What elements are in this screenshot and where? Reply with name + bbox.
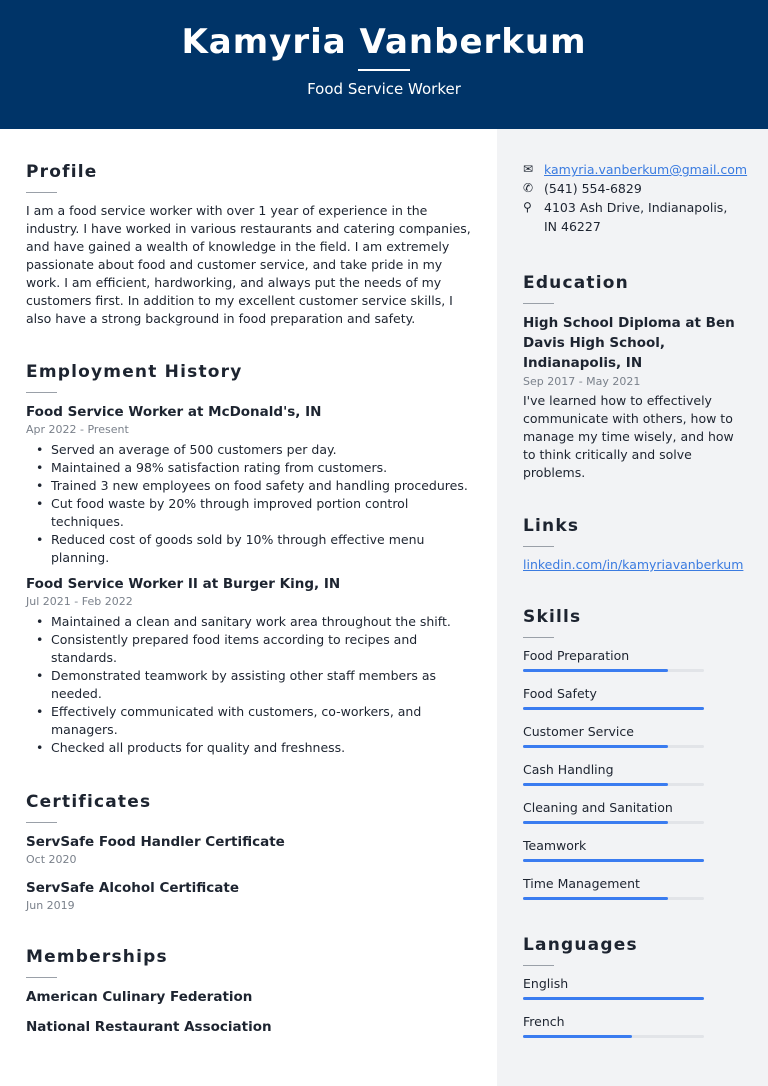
level-bar (523, 669, 704, 672)
skills-name: Food Preparation (523, 648, 630, 663)
level-fill (523, 1035, 632, 1038)
level-fill (523, 859, 704, 862)
job-dates: Apr 2022 - Present (26, 423, 129, 436)
skills-item (523, 761, 738, 786)
languages-section (523, 934, 738, 1038)
degree: High School Diploma at Ben Davis High School, Indianapolis, IN (523, 315, 735, 371)
certificates-section (26, 791, 471, 914)
level-fill (523, 707, 704, 710)
bullet-item: • Trained 3 new employees on food safety and handling procedures. (26, 477, 471, 495)
section-heading: Education (523, 273, 629, 293)
level-fill (523, 745, 668, 748)
resume-header (0, 0, 768, 129)
certificate-item (26, 878, 471, 914)
skills-item (523, 723, 738, 748)
job-bullets (26, 613, 471, 757)
bullet-item: • Maintained a 98% satisfaction rating from customers. (26, 459, 471, 477)
skills-name: Food Safety (523, 686, 597, 701)
skills-name: Customer Service (523, 724, 634, 739)
membership-item: American Culinary Federation (26, 989, 253, 1005)
job-title: Food Service Worker II at Burger King, IN (26, 576, 341, 592)
map-pin-icon: ⚲ (523, 200, 532, 214)
section-heading: Memberships (26, 947, 168, 967)
education-section (523, 272, 738, 482)
membership-item: National Restaurant Association (26, 1019, 272, 1035)
level-fill (523, 821, 668, 824)
level-bar (523, 821, 704, 824)
skills-item (523, 875, 738, 900)
languages-item (523, 1013, 738, 1038)
divider (358, 69, 410, 71)
divider (26, 192, 57, 193)
divider (523, 637, 554, 638)
level-bar (523, 783, 704, 786)
bullet-item: • Effectively communicated with customers, co-workers, and managers. (26, 703, 471, 739)
employment-section (26, 361, 471, 757)
level-bar (523, 897, 704, 900)
envelope-icon: ✉ (523, 162, 534, 176)
level-bar (523, 997, 704, 1000)
education-text: I've learned how to effectively communicate with others, how to manage my time wisely, and how to think critically and solve problems. (523, 393, 734, 480)
section-heading: Skills (523, 607, 582, 627)
divider (523, 303, 554, 304)
section-heading: Certificates (26, 792, 152, 812)
languages-name: English (523, 976, 569, 991)
level-bar (523, 1035, 704, 1038)
bullet-item: • Maintained a clean and sanitary work area throughout the shift. (26, 613, 471, 631)
bullet-item: • Served an average of 500 customers per day. (26, 441, 471, 459)
links-section (523, 515, 744, 574)
skills-item (523, 647, 738, 672)
education-dates: Sep 2017 - May 2021 (523, 375, 641, 388)
section-heading: Employment History (26, 362, 243, 382)
address: 4103 Ash Drive, Indianapolis, IN 46227 (544, 200, 728, 234)
job-title: Food Service Worker (307, 80, 461, 98)
divider (523, 965, 554, 966)
main-column (26, 161, 471, 1070)
memberships-section (26, 946, 471, 1037)
section-heading: Profile (26, 162, 98, 182)
contact-section (523, 160, 748, 236)
skills-item (523, 799, 738, 824)
linkedin-link[interactable]: linkedin.com/in/kamyriavanberkum (523, 557, 744, 572)
email-link[interactable]: kamyria.vanberkum@gmail.com (544, 162, 748, 177)
level-bar (523, 707, 704, 710)
skills-section (523, 606, 738, 900)
certificate-date: Jun 2019 (26, 899, 75, 912)
divider (523, 546, 554, 547)
profile-text: I am a food service worker with over 1 year of experience in the industry. I have worked in various restaurants and catering companies, and have gained a wealth of knowledge in the field. I am extremely passionate about food and customer service, and take pride in my work. I am efficient, hardworking, and always put the needs of my customers first. In addition to my excellent customer service skills, I also have a strong background in food preparation and safety. (26, 203, 471, 326)
phone: (541) 554-6829 (544, 181, 642, 196)
skills-name: Cleaning and Sanitation (523, 800, 673, 815)
job-bullets (26, 441, 471, 567)
section-heading: Languages (523, 935, 638, 955)
level-bar (523, 745, 704, 748)
certificate-date: Oct 2020 (26, 853, 77, 866)
bullet-item: • Consistently prepared food items according to recipes and standards. (26, 631, 471, 667)
bullet-item: • Cut food waste by 20% through improved portion control techniques. (26, 495, 471, 531)
level-bar (523, 859, 704, 862)
level-fill (523, 997, 704, 1000)
bullet-item: • Demonstrated teamwork by assisting other staff members as needed. (26, 667, 471, 703)
profile-section (26, 161, 471, 328)
job-entry (26, 402, 471, 567)
divider (26, 392, 57, 393)
side-column (523, 160, 748, 1071)
job-entry (26, 574, 471, 757)
skills-name: Teamwork (523, 838, 587, 853)
certificate-item (26, 832, 471, 868)
divider (26, 822, 57, 823)
skills-name: Time Management (523, 876, 640, 891)
bullet-item: • Reduced cost of goods sold by 10% through effective menu planning. (26, 531, 471, 567)
job-dates: Jul 2021 - Feb 2022 (26, 595, 133, 608)
languages-name: French (523, 1014, 565, 1029)
phone-icon: ✆ (523, 181, 534, 195)
certificate-title: ServSafe Alcohol Certificate (26, 880, 239, 896)
skills-item (523, 685, 738, 710)
bullet-item: • Checked all products for quality and freshness. (26, 739, 471, 757)
languages-item (523, 975, 738, 1000)
section-heading: Links (523, 516, 580, 536)
skills-item (523, 837, 738, 862)
skills-name: Cash Handling (523, 762, 614, 777)
level-fill (523, 669, 668, 672)
candidate-name: Kamyria Vanberkum (181, 22, 587, 62)
level-fill (523, 897, 668, 900)
certificate-title: ServSafe Food Handler Certificate (26, 834, 285, 850)
level-fill (523, 783, 668, 786)
job-title: Food Service Worker at McDonald's, IN (26, 404, 322, 420)
divider (26, 977, 57, 978)
